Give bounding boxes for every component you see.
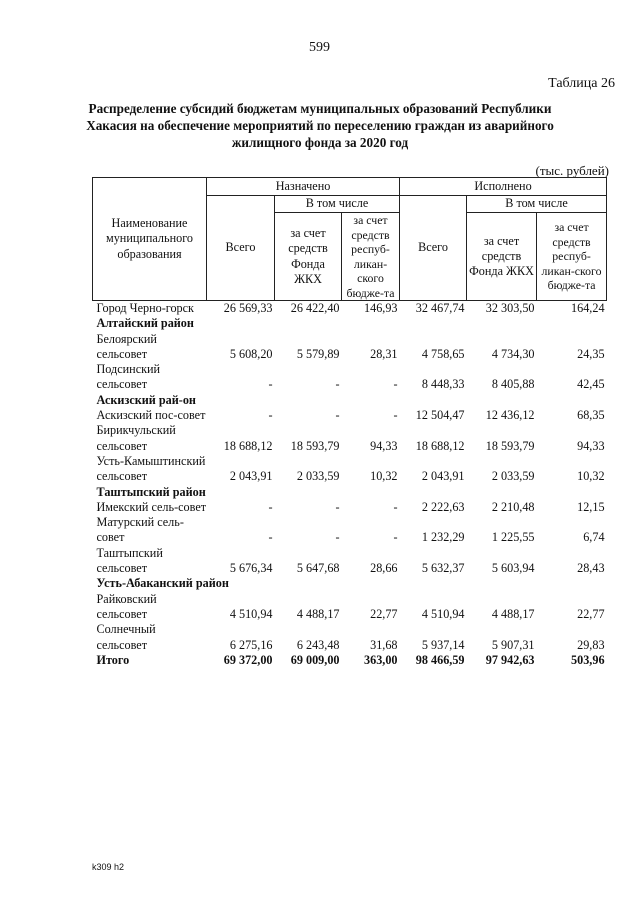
value-cell-v3: 31,68 [370,637,398,652]
value-cell-v1: - [268,499,273,514]
value-cell-v2: 5 647,68 [296,561,340,576]
value-cell-v1: 5 608,20 [229,346,273,361]
value-cell-v1: 69 372,00 [223,652,273,667]
value-cell-v2: 18 593,79 [290,438,340,453]
value-cell-v6: 22,77 [577,606,605,621]
row-name: Усть-Камыштинский сельсовет [96,453,206,484]
header-executed: Исполнено [400,178,607,196]
value-cell-v4: 4 510,94 [421,606,465,621]
value-cell-v6: 28,43 [577,561,605,576]
table-label: Таблица 26 [548,76,615,91]
table-row [93,622,607,653]
value-cell-v2: - [335,408,340,423]
row-name: Аскизский рай-он [96,392,196,407]
value-cell-v4: 5 632,37 [421,561,465,576]
row-name: Аскизский пос-совет [96,408,206,423]
value-cell-v4: 5 937,14 [421,637,465,652]
table-row [93,362,607,393]
value-cell-v5: 5 603,94 [491,561,535,576]
value-cell-v2: - [335,530,340,545]
table-row [93,515,607,546]
value-cell-v5: 4 488,17 [491,606,535,621]
value-cell-v5: 1 225,55 [491,530,535,545]
value-cell-v1: 26 569,33 [223,301,273,315]
value-cell-v4: 98 466,59 [415,652,465,667]
row-name: Город Черно-горск [96,301,194,315]
value-cell-v1: 18 688,12 [223,438,273,453]
group-row [93,393,607,408]
value-cell-v5: 12 436,12 [485,408,535,423]
value-cell-v5: 4 734,30 [491,346,535,361]
total-row [93,653,607,668]
value-cell-v3: - [393,408,398,423]
value-cell-v1: 6 275,16 [229,637,273,652]
value-cell-v5: 2 033,59 [491,469,535,484]
group-row [93,576,607,591]
value-cell-v5: 32 303,50 [485,301,535,315]
subsidy-table [92,177,607,668]
row-name: Усть-Абаканский район [96,576,229,591]
header-assigned-fund: за счет средств Фонда ЖКХ [275,213,342,301]
row-name: Имекский сель-совет [96,499,207,514]
value-cell-v3: 28,66 [370,561,398,576]
table-row [93,500,607,515]
value-cell-v5: 2 210,48 [491,499,535,514]
row-name: Итого [96,652,130,667]
value-cell-v4: 2 043,91 [421,469,465,484]
header-executed-total: Всего [400,196,467,301]
row-name: Таштыпский сельсовет [96,545,163,576]
header-assigned-including: В том числе [275,196,400,213]
table-body [93,301,607,669]
value-cell-v1: - [268,530,273,545]
value-cell-v4: 18 688,12 [415,438,465,453]
value-cell-v3: - [393,499,398,514]
header-executed-republic: за счет средств респуб-ликан-ского бюдже-та [537,213,607,301]
document-title: Распределение субсидий бюджетам муниципальных образований Республики Хакасия на обеспечение мероприятий по переселению граждан из аварийного жилищного фонда за 2020 год [86,101,554,150]
table-row [93,592,607,623]
value-cell-v1: - [268,377,273,392]
value-cell-v5: 18 593,79 [485,438,535,453]
value-cell-v1: 5 676,34 [229,561,273,576]
value-cell-v5: 97 942,63 [485,652,535,667]
header-assigned-total: Всего [207,196,275,301]
row-name: Таштыпский район [96,484,206,499]
value-cell-v4: 2 222,63 [421,499,465,514]
group-row [93,485,607,500]
table-row [93,332,607,363]
header-assigned-republic: за счет средств респуб-ликан-ского бюдже-та [342,213,400,301]
value-cell-v3: - [393,377,398,392]
value-cell-v6: 12,15 [577,499,605,514]
value-cell-v4: 32 467,74 [415,301,465,315]
row-name: Подсинский сельсовет [96,362,161,392]
table-row [93,423,607,454]
table-row [93,408,607,423]
value-cell-v3: 22,77 [370,606,398,621]
value-cell-v2: 5 579,89 [296,346,340,361]
value-cell-v2: 69 009,00 [290,652,340,667]
header-executed-fund: за счет средств Фонда ЖКХ [467,213,537,301]
header-name-column: Наименование муниципального образования [93,178,207,301]
page-number: 599 [309,40,330,55]
value-cell-v6: 6,74 [583,530,605,545]
value-cell-v3: 94,33 [370,438,398,453]
units-label: (тыс. рублей) [535,163,609,178]
value-cell-v6: 94,33 [577,438,605,453]
value-cell-v3: 146,93 [364,301,398,315]
row-name: Райковский сельсовет [96,591,157,621]
table-row [93,454,607,485]
value-cell-v2: 2 033,59 [296,469,340,484]
value-cell-v6: 24,35 [577,346,605,361]
row-name: Матурский сель-совет [96,515,184,545]
value-cell-v2: 4 488,17 [296,606,340,621]
value-cell-v6: 68,35 [577,408,605,423]
value-cell-v3: 10,32 [370,469,398,484]
value-cell-v2: - [335,499,340,514]
value-cell-v3: 28,31 [370,346,398,361]
header-executed-including: В том числе [467,196,607,213]
value-cell-v2: - [335,377,340,392]
table-row [93,546,607,577]
row-name: Алтайский район [96,316,194,331]
value-cell-v2: 26 422,40 [290,301,340,315]
header-assigned: Назначено [207,178,400,196]
value-cell-v3: - [393,530,398,545]
table-row [93,301,607,317]
value-cell-v1: 2 043,91 [229,469,273,484]
group-row [93,316,607,331]
value-cell-v4: 4 758,65 [421,346,465,361]
value-cell-v6: 503,96 [571,652,605,667]
value-cell-v5: 8 405,88 [491,377,535,392]
value-cell-v6: 29,83 [577,637,605,652]
value-cell-v4: 1 232,29 [421,530,465,545]
row-name: Белоярский сельсовет [96,331,157,361]
row-name: Бирикчульский сельсовет [96,423,176,453]
value-cell-v6: 164,24 [571,301,605,315]
footer-code: k309 h2 [92,862,125,872]
value-cell-v1: 4 510,94 [229,606,273,621]
row-name: Солнечный сельсовет [96,622,156,652]
value-cell-v5: 5 907,31 [491,637,535,652]
value-cell-v3: 363,00 [364,652,398,667]
value-cell-v4: 8 448,33 [421,377,465,392]
value-cell-v6: 42,45 [577,377,605,392]
value-cell-v1: - [268,408,273,423]
value-cell-v6: 10,32 [577,469,605,484]
value-cell-v4: 12 504,47 [415,408,465,423]
value-cell-v2: 6 243,48 [296,637,340,652]
